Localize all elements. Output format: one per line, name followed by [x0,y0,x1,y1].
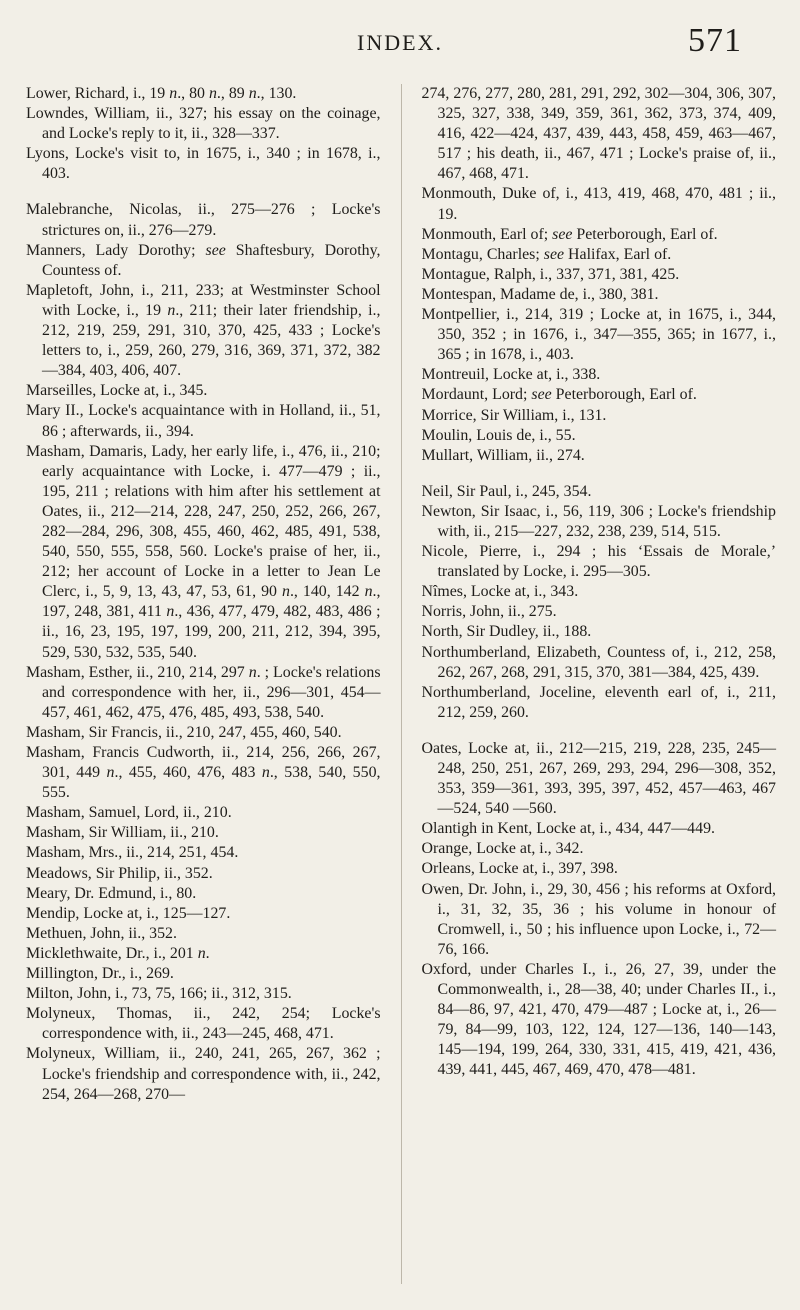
index-entry: Moulin, Louis de, i., 55. [421,426,576,444]
index-entry: Malebranche, Nicolas, ii., 275—276 ; Locke's strictures on, ii., 276—279. [26,201,381,239]
index-entry: Orange, Locke at, i., 342. [421,840,584,858]
index-entry: Oxford, under Charles I., i., 26, 27, 39, under the Commonwealth, i., 28—38, 40; under Charles II., i., 84—86, 97, 421, 470, 479—487 ; Locke at, i., 26—79, 84—99, 103, 122, 124, 127—136, 140—143, 145—194, 199, 264, 330, 331, 415, 419, 421, 436, 439, 441, 445, 467, 469, 470, 478—481. [421,960,776,1079]
index-entry: Manners, Lady Dorothy; see Shaftesbury, Dorothy, Countess of. [26,241,381,279]
index-entry: Montague, Ralph, i., 337, 371, 381, 425. [421,265,680,283]
section-gap [422,723,777,739]
index-entry: Oates, Locke at, ii., 212—215, 219, 228, 235, 245—248, 250, 251, 267, 269, 293, 294, 296—308, 352, 353, 359—361, 393, 395, 397, 452, 457—463, 467—524, 540 —560. [421,739,776,818]
index-entry: Marseilles, Locke at, i., 345. [26,382,208,400]
index-entry: North, Sir Dudley, ii., 188. [421,623,592,641]
index-entry: Olantigh in Kent, Locke at, i., 434, 447—449. [421,820,715,838]
index-entry: Monmouth, Earl of; see Peterborough, Earl of. [421,225,718,243]
index-entry: Mullart, William, ii., 274. [421,446,585,464]
index-entry: Molyneux, William, ii., 240, 241, 265, 267, 362 ; Locke's friendship and correspondence with, ii., 242, 254, 264—268, 270— [26,1045,381,1103]
index-entry: Orleans, Locke at, i., 397, 398. [421,860,618,878]
index-entry: Mapletoft, John, i., 211, 233; at Westminster School with Locke, i., 19 n., 211; their later friendship, i., 212, 219, 259, 291, 310, 370, 425, 433 ; Locke's letters to, i., 259, 260, 279, 316, 369, 371, 372, 382—384, 403, 406, 407. [26,281,381,380]
index-entry: Milton, John, i., 73, 75, 166; ii., 312, 315. [26,985,292,1003]
index-entry: Nicole, Pierre, i., 294 ; his ‘Essais de Morale,’ translated by Locke, i. 295—305. [421,543,776,581]
column-divider [401,84,402,1284]
index-entry: Micklethwaite, Dr., i., 201 n. [26,944,210,962]
index-entry: Northumberland, Joceline, eleventh earl of, i., 211, 212, 259, 260. [421,683,776,721]
index-entry: Lyons, Locke's visit to, in 1675, i., 340 ; in 1678, i., 403. [26,145,381,183]
index-entry: Mendip, Locke at, i., 125—127. [26,904,231,922]
index-column-left [26,84,381,1284]
running-head: INDEX. [357,30,443,55]
index-entry: Masham, Mrs., ii., 214, 251, 454. [26,844,239,862]
index-entry: Millington, Dr., i., 269. [26,965,174,983]
index-entry: Molyneux, Thomas, ii., 242, 254; Locke's correspondence with, ii., 243—245, 468, 471. [26,1005,381,1043]
index-entry: Owen, Dr. John, i., 29, 30, 456 ; his reforms at Oxford, i., 31, 32, 35, 36 ; his volume in honour of Cromwell, i., 50 ; his influence upon Locke, i., 72—76, 166. [421,880,776,958]
index-entry: Montagu, Charles; see Halifax, Earl of. [421,245,672,263]
index-entry: Methuen, John, ii., 352. [26,924,177,942]
index-entry: Meadows, Sir Philip, ii., 352. [26,864,213,882]
index-columns [26,84,776,1284]
index-entry: Lower, Richard, i., 19 n., 80 n., 89 n., 130. [26,85,297,102]
index-entry: Montespan, Madame de, i., 380, 381. [421,285,659,303]
section-gap [26,184,381,200]
index-entry: Meary, Dr. Edmund, i., 80. [26,884,197,902]
index-entry: Masham, Damaris, Lady, her early life, i., 476, ii., 210; early acquaintance with Locke, i. 477—479 ; ii., 195, 211 ; relations with him after his settlement at Oates, ii., 212—214, 228, 247, 250, 252, 266, 267, 282—284, 296, 308, 455, 460, 462, 485, 491, 538, 540, 550, 555, 558, 560. Locke's praise of her, ii., 212; her account of Locke in a letter to Jean Le Clerc, i., 5, 9, 13, 43, 47, 53, 61, 90 n., 140, 142 n., 197, 248, 381, 411 n., 436, 477, 479, 482, 483, 486 ; ii., 16, 23, 195, 197, 199, 200, 211, 212, 394, 395, 529, 530, 532, 535, 540. [26,442,381,661]
index-entry: Mary II., Locke's acquaintance with in Holland, ii., 51, 86 ; afterwards, ii., 394. [26,402,381,440]
index-column-right [422,84,777,1284]
index-entry: Montpellier, i., 214, 319 ; Locke at, in 1675, i., 344, 350, 352 ; in 1676, i., 347—355, 365; in 1677, i., 365 ; in 1678, i., 403. [421,306,776,364]
index-entry: 274, 276, 277, 280, 281, 291, 292, 302—304, 306, 307, 325, 327, 338, 349, 359, 361, 362, 373, 374, 409, 416, 422—424, 437, 439, 443, 458, 459, 463—467, 517 ; his death, ii., 467, 471 ; Locke's praise of, ii., 467, 468, 471. [421,85,776,183]
index-entry: Morrice, Sir William, i., 131. [421,406,607,424]
page-number: 571 [688,22,742,59]
index-entry: Neil, Sir Paul, i., 245, 354. [421,482,592,500]
index-entry: Masham, Sir William, ii., 210. [26,824,219,842]
index-entry: Lowndes, William, ii., 327; his essay on the coinage, and Locke's reply to it, ii., 328—337. [26,105,381,143]
index-entry: Northumberland, Elizabeth, Countess of, i., 212, 258, 262, 267, 268, 291, 315, 370, 381—384, 425, 439. [421,643,776,681]
section-gap [422,466,777,482]
index-entry: Montreuil, Locke at, i., 338. [421,366,601,384]
index-entry: Norris, John, ii., 275. [421,603,557,621]
index-entry: Masham, Esther, ii., 210, 214, 297 n. ; Locke's relations and correspondence with her, ii., 296—301, 454—457, 461, 462, 475, 476, 485, 493, 538, 540. [26,663,381,721]
index-entry: Masham, Sir Francis, ii., 210, 247, 455, 460, 540. [26,723,342,741]
index-entry: Monmouth, Duke of, i., 413, 419, 468, 470, 481 ; ii., 19. [421,185,776,223]
index-entry: Nîmes, Locke at, i., 343. [421,583,579,601]
index-entry: Mordaunt, Lord; see Peterborough, Earl of. [421,386,697,404]
index-entry: Masham, Samuel, Lord, ii., 210. [26,804,232,822]
page-header [0,18,800,68]
index-entry: Newton, Sir Isaac, i., 56, 119, 306 ; Locke's friendship with, ii., 215—227, 232, 238, 239, 514, 515. [421,502,776,540]
index-entry: Masham, Francis Cudworth, ii., 214, 256, 266, 267, 301, 449 n., 455, 460, 476, 483 n., 538, 540, 550, 555. [26,744,381,802]
